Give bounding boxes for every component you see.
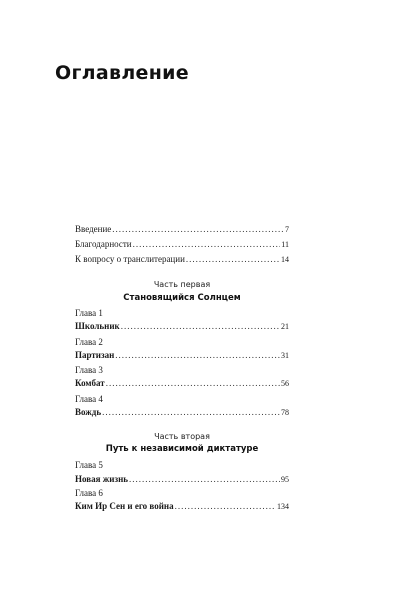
part-label: Часть первая xyxy=(153,280,211,289)
toc-entry-page: 7 xyxy=(285,225,289,234)
toc-entry-page: 134 xyxy=(277,502,289,511)
leader-dots xyxy=(112,223,284,236)
leader-dots xyxy=(115,349,280,362)
part-title: Становящийся Солнцем xyxy=(123,293,241,303)
page-title: Оглавление xyxy=(55,62,189,84)
leader-dots xyxy=(133,238,281,251)
toc-entry-page: 56 xyxy=(281,379,289,388)
toc-entry-label: К вопросу о транслитерации xyxy=(75,254,185,264)
toc-entry-transliteration[interactable] xyxy=(75,253,289,266)
toc-entry-label: Благодарности xyxy=(75,239,132,249)
toc-entry-acknowledgements[interactable] xyxy=(75,238,289,251)
toc-entry-label: Введение xyxy=(75,224,112,234)
chapter-number: Глава 1 xyxy=(75,308,103,318)
leader-dots xyxy=(129,473,280,486)
toc-entry-page: 21 xyxy=(281,322,289,331)
chapter-number: Глава 5 xyxy=(75,460,103,470)
toc-entry-chapter-4[interactable] xyxy=(75,406,289,419)
toc-entry-page: 95 xyxy=(281,475,289,484)
toc-entry-label: Новая жизнь xyxy=(75,474,129,484)
toc-entry-page: 78 xyxy=(281,408,289,417)
toc-entry-intro[interactable] xyxy=(75,223,289,236)
toc-entry-page: 14 xyxy=(281,255,289,264)
toc-entry-chapter-5[interactable] xyxy=(75,473,289,486)
toc-entry-label: Школьник xyxy=(75,321,120,331)
chapter-number: Глава 6 xyxy=(75,488,103,498)
toc-entry-chapter-1[interactable] xyxy=(75,320,289,333)
toc-entry-label: Партизан xyxy=(75,350,115,360)
leader-dots xyxy=(106,377,280,390)
chapter-number: Глава 4 xyxy=(75,394,103,404)
leader-dots xyxy=(102,406,280,419)
toc-entry-label: Вождь xyxy=(75,407,102,417)
toc-entry-page: 31 xyxy=(281,351,289,360)
chapter-number: Глава 2 xyxy=(75,337,103,347)
toc-entry-label: Ким Ир Сен и его война xyxy=(75,501,174,511)
leader-dots xyxy=(186,253,280,266)
toc-entry-chapter-6[interactable] xyxy=(75,500,289,513)
toc-entry-chapter-3[interactable] xyxy=(75,377,289,390)
part-label: Часть вторая xyxy=(154,432,210,441)
toc-entry-label: Комбат xyxy=(75,378,105,388)
part-title: Путь к независимой диктатуре xyxy=(105,444,259,454)
leader-dots xyxy=(175,500,276,513)
leader-dots xyxy=(121,320,280,333)
chapter-number: Глава 3 xyxy=(75,365,103,375)
toc-entry-chapter-2[interactable] xyxy=(75,349,289,362)
toc-entry-page: 11 xyxy=(281,240,289,249)
